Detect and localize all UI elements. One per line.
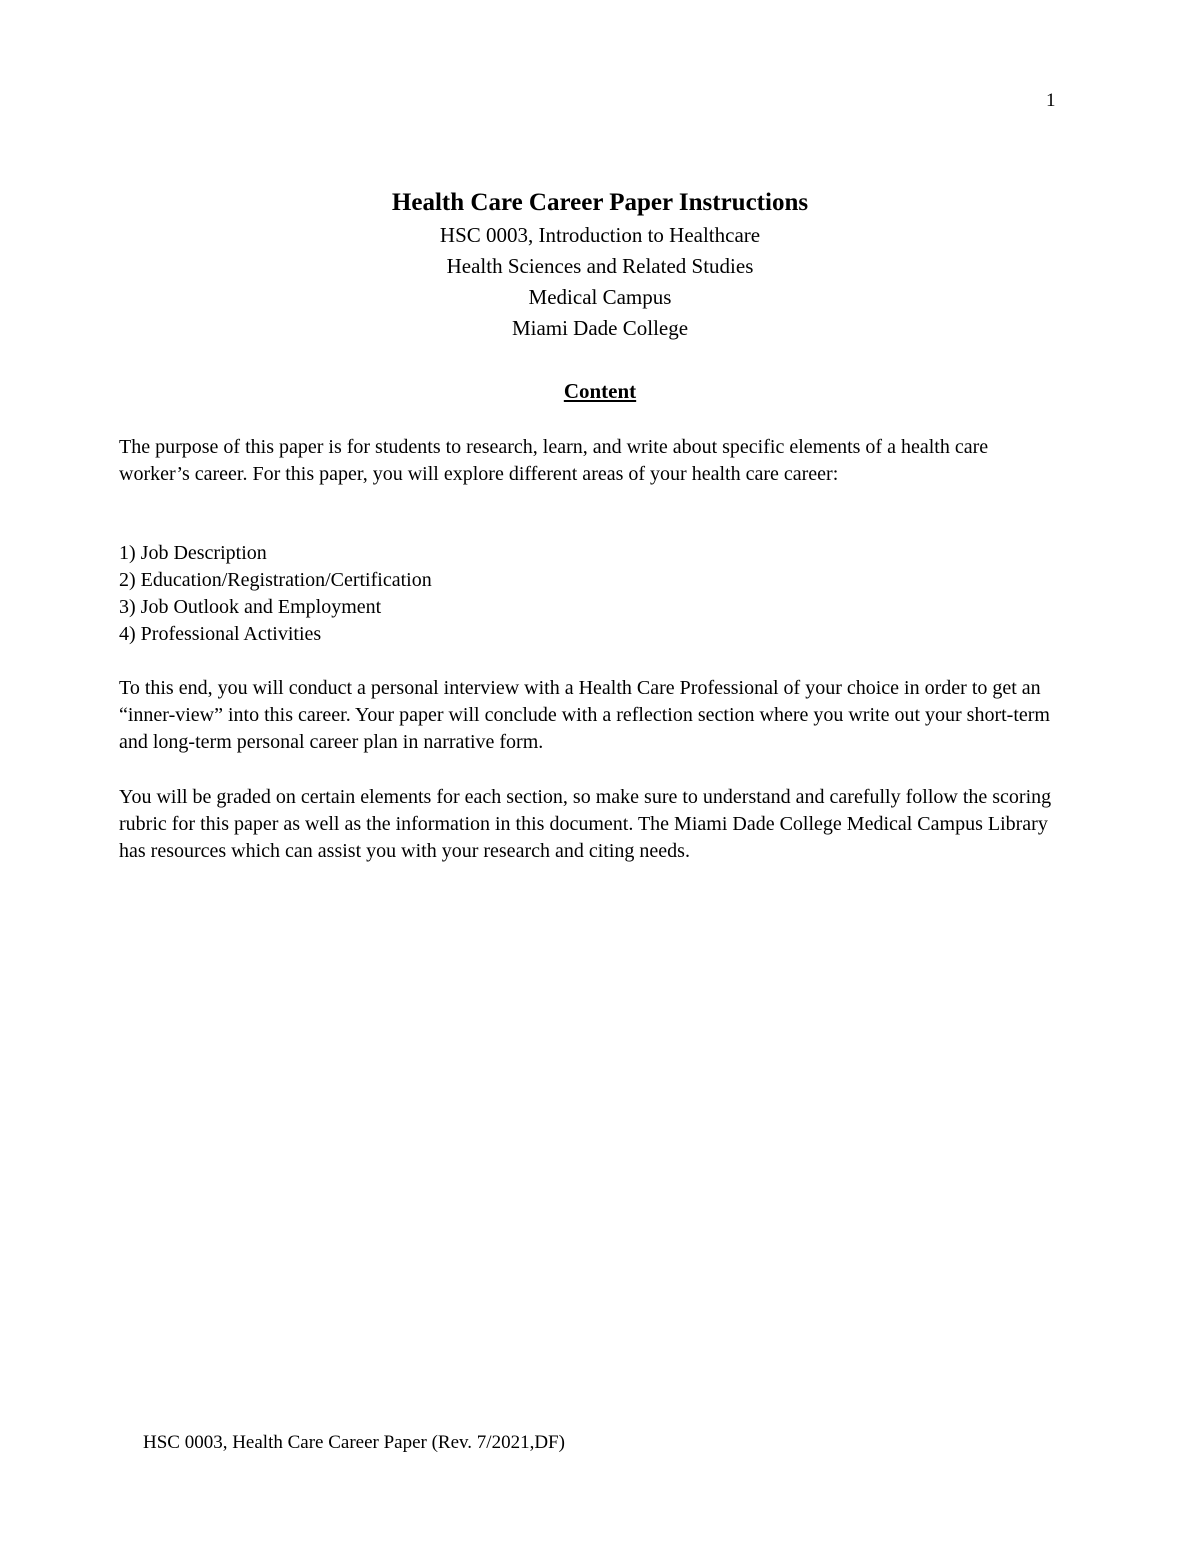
document-title: Health Care Career Paper Instructions — [391, 189, 809, 216]
course-line: HSC 0003, Introduction to Healthcare — [439, 223, 761, 247]
list-item: 3) Job Outlook and Employment — [119, 596, 382, 618]
page-number: 1 — [1046, 90, 1056, 111]
department-line: Health Sciences and Related Studies — [446, 254, 754, 278]
list-item: 1) Job Description — [119, 542, 267, 564]
interview-paragraph: To this end, you will conduct a personal interview with a Health Care Professional of your choice in order to get an “inner-view” into this career. Your paper will conclude with a reflection section where you write out your short-term and long-term personal career plan in narrative form. — [119, 677, 1050, 753]
list-item: 4) Professional Activities — [119, 623, 322, 645]
intro-paragraph: The purpose of this paper is for students to research, learn, and write about specific elements of a health care worker’s career. For this paper, you will explore different areas of your health care career: — [119, 436, 989, 485]
page-footer: HSC 0003, Health Care Career Paper (Rev. 7/2021,DF) — [143, 1432, 565, 1453]
campus-line: Medical Campus — [528, 285, 672, 309]
list-item: 2) Education/Registration/Certification — [119, 569, 432, 591]
title-block — [0, 186, 1200, 344]
career-areas-list — [119, 540, 1059, 648]
grading-paragraph: You will be graded on certain elements for each section, so make sure to understand and carefully follow the scoring rubric for this paper as well as the information in this document. The Miami Dade College Medical Campus Library has resources which can assist you with your research and citing needs. — [119, 786, 1052, 862]
content-heading: Content — [563, 379, 637, 403]
college-line: Miami Dade College — [511, 316, 689, 340]
